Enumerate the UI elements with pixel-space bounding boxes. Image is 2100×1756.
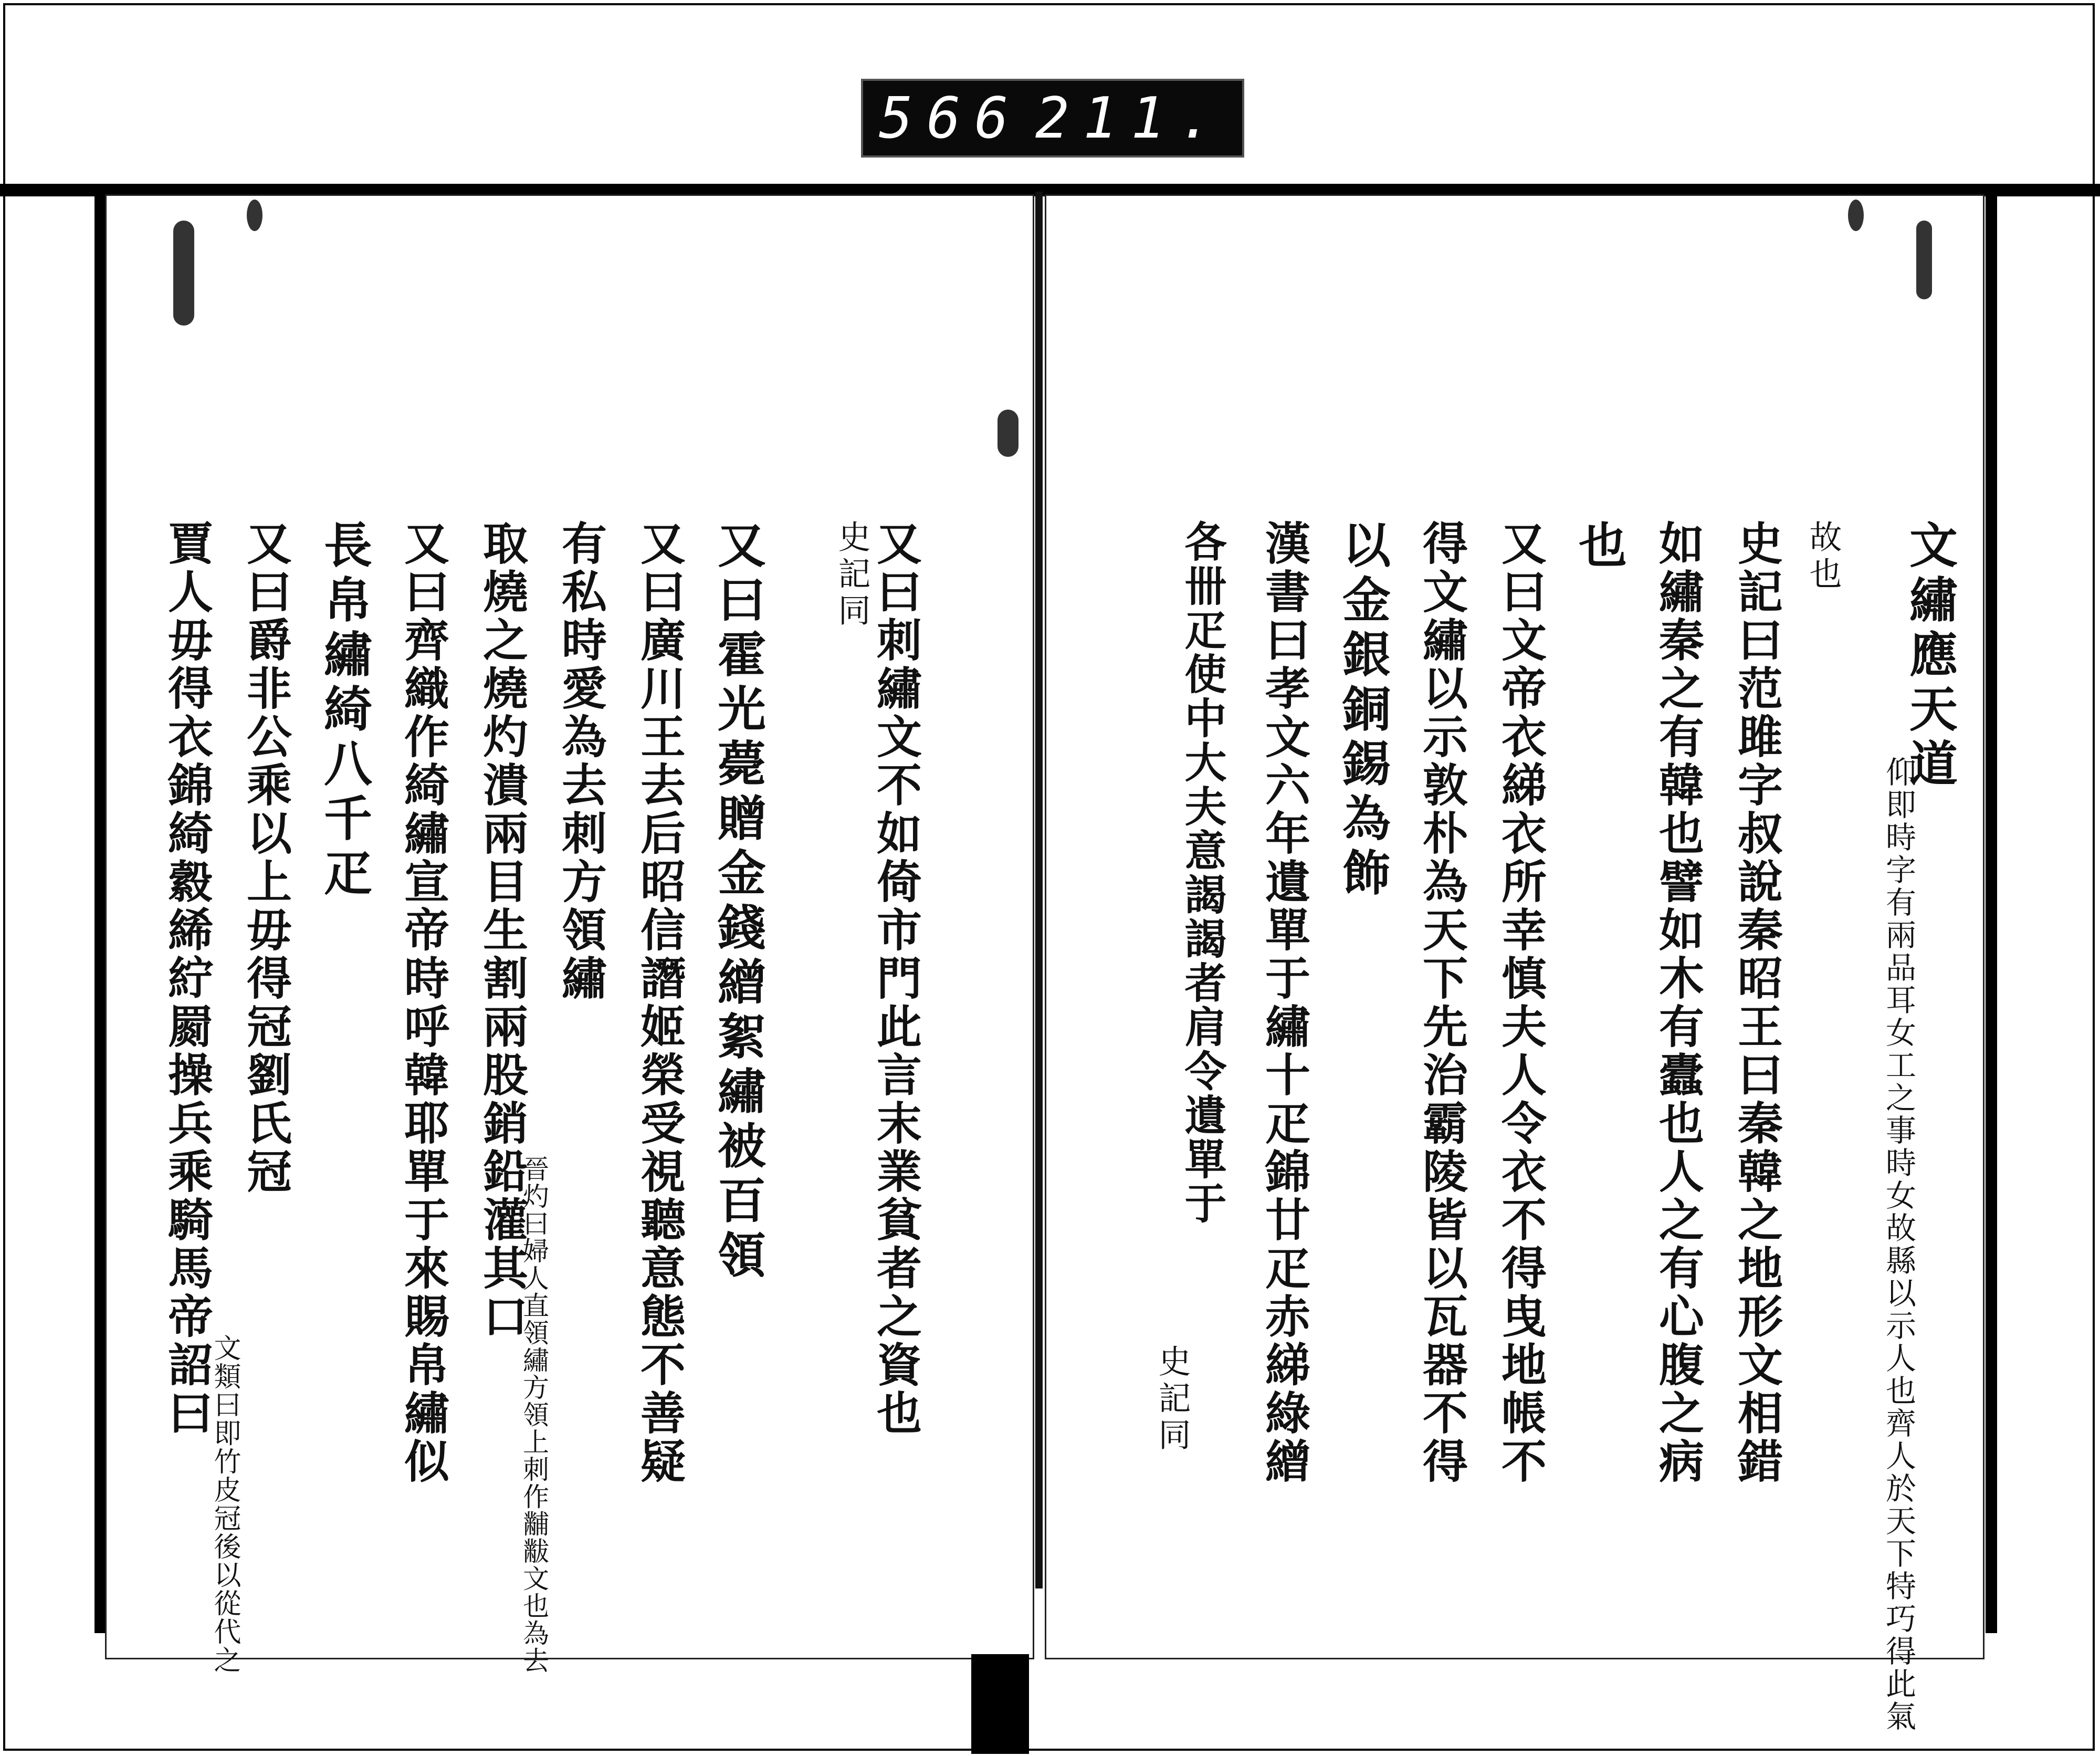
right-col-3: 史記曰范雎字叔說秦昭王曰秦韓之地形文相錯 — [1730, 520, 1783, 1486]
right-col-5: 也 — [1571, 520, 1628, 574]
right-col-6: 又曰文帝衣綈衣所幸慎夫人令衣不得曳地帳不 — [1494, 520, 1547, 1486]
left-col-5: 取燒之燒灼潰兩目生割兩股銷鉛灌其口 — [475, 520, 528, 1341]
left-col-4-note: 晉灼曰婦人直領繡方領上刺作黼黻文也為去 — [519, 1155, 549, 1674]
left-col-6: 又曰齊織作綺繡宣帝時呼韓耶單于來賜帛繡似 — [396, 520, 449, 1486]
right-col-1: 文繡應天道 — [1902, 520, 1958, 793]
call-number-left: 566 — [879, 85, 1023, 151]
wormhole-mark — [247, 200, 262, 231]
left-col-1-note: 史記同 — [833, 520, 871, 630]
wormhole-mark — [1916, 221, 1932, 299]
call-number-label — [861, 79, 1244, 158]
wormhole-mark — [998, 410, 1018, 457]
left-col-3: 又曰廣川王去后昭信譖姬榮受視聽意態不善疑 — [633, 520, 686, 1486]
left-col-4: 有私時愛為去刺方領繡 — [554, 520, 607, 1003]
right-col-10: 各卌疋使中大夫意謁謁者肩令遺單于 — [1178, 520, 1227, 1226]
left-col-9: 賈人毋得衣錦綺縠絺紵罽操兵乘騎馬帝詔曰 — [160, 520, 213, 1438]
wormhole-mark — [173, 221, 194, 326]
right-col-10-note: 史記同 — [1153, 1344, 1191, 1455]
right-col-8: 以金銀銅錫為飾 — [1335, 520, 1391, 902]
right-col-1-note: 仰即時字有兩品耳女工之事時女故縣以示人也齊人於天下特巧得此氣 — [1881, 756, 1916, 1733]
spine-block — [971, 1654, 1029, 1754]
left-col-2: 又曰霍光薨贈金錢繒絮繡被百領 — [710, 520, 766, 1284]
right-col-7: 得文繡以示敦朴為天下先治霸陵皆以瓦器不得 — [1415, 520, 1468, 1486]
book-spine — [1035, 192, 1043, 1588]
binding-band-left — [94, 194, 106, 1633]
wormhole-mark — [1848, 200, 1864, 231]
right-col-9: 漢書曰孝文六年遺單于繡十疋錦廿疋赤綈綠繒 — [1257, 520, 1310, 1486]
right-col-2-note: 故也 — [1804, 520, 1842, 593]
left-col-1: 又曰刺繡文不如倚市門此言末業貧者之資也 — [869, 520, 922, 1438]
left-col-7: 長帛繡綺八千疋 — [316, 520, 373, 902]
call-number-right: 211. — [1035, 85, 1226, 151]
left-col-8-note: 文類曰即竹皮冠後以從代之 — [209, 1334, 240, 1674]
binding-band-right — [1986, 194, 1997, 1633]
left-col-8: 又曰爵非公乘以上毋得冠劉氏冠 — [239, 520, 292, 1196]
right-col-4: 如繡秦之有韓也譬如木有蠹也人之有心腹之病 — [1651, 520, 1704, 1486]
